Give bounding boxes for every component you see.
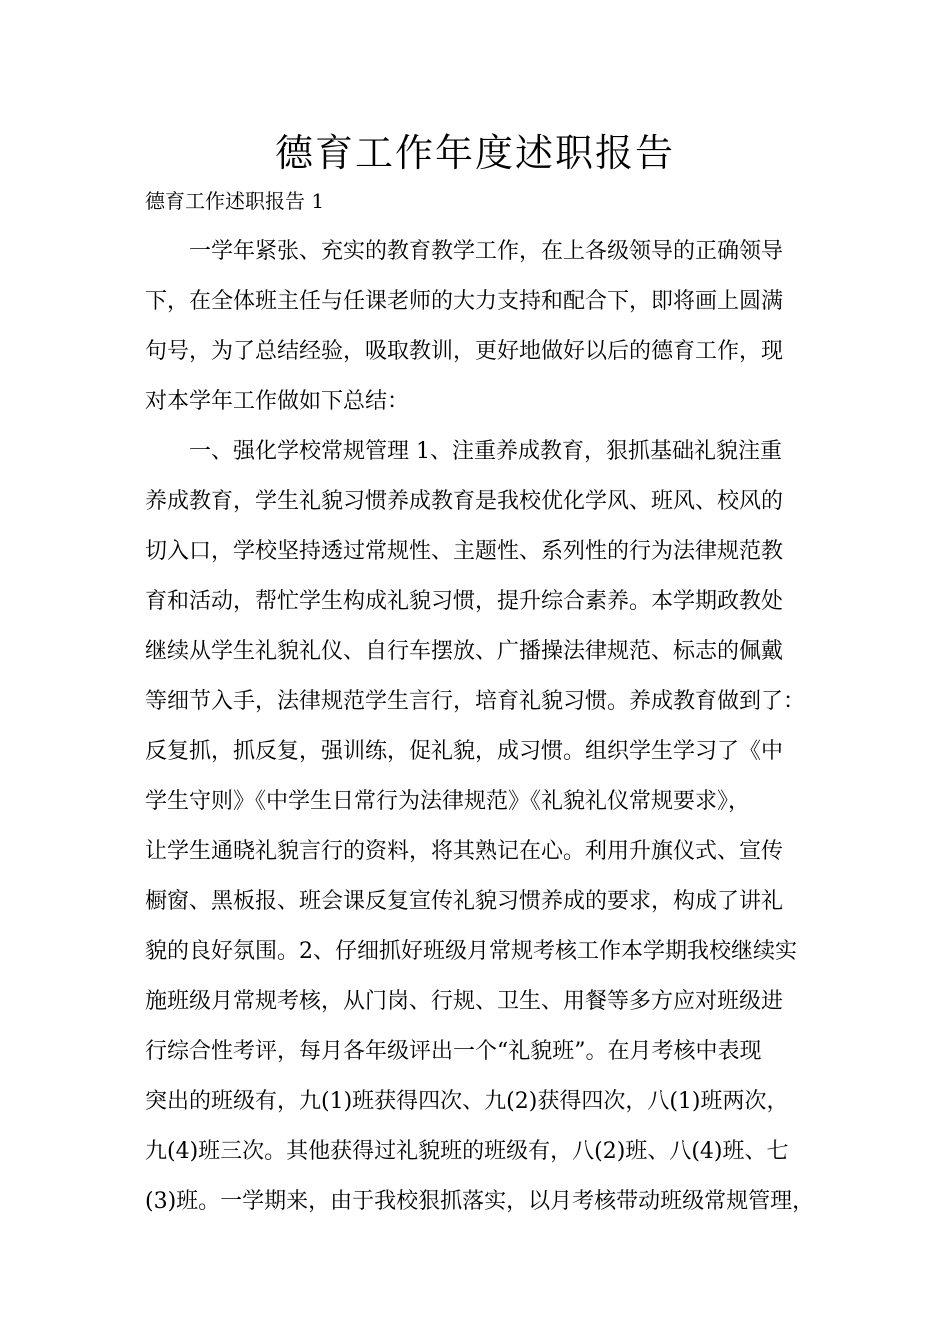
paragraph-line: 学生守则》《中学生日常行为法律规范》《礼貌礼仪常规要求》， — [145, 789, 751, 814]
document-title: 德育工作年度述职报告 — [274, 131, 675, 175]
paragraph-line: 橱窗、黑板报、班会课反复宣传礼貌习惯养成的要求，构成了讲礼 — [145, 889, 784, 914]
paragraph-line: 句号，为了总结经验，吸取教训，更好地做好以后的德育工作，现 — [145, 339, 784, 364]
paragraph-line: 九(4)班三次。其他获得过礼貌班的班级有，八(2)班、八(4)班、七 — [145, 1139, 789, 1164]
paragraph-line: 貌的良好氛围。2、仔细抓好班级月常规考核工作本学期我校继续实 — [145, 939, 797, 964]
paragraph-line: 切入口，学校坚持透过常规性、主题性、系列性的行为法律规范教 — [145, 539, 784, 564]
paragraph-line: (3)班。一学期来，由于我校狠抓落实，以月考核带动班级常规管理， — [145, 1189, 815, 1214]
paragraph-line: 养成教育，学生礼貌习惯养成教育是我校优化学风、班风、校风的 — [145, 489, 784, 514]
paragraph-line: 突出的班级有，九(1)班获得四次、九(2)获得四次，八(1)班两次， — [145, 1089, 789, 1114]
paragraph-line: 育和活动，帮忙学生构成礼貌习惯，提升综合素养。本学期政教处 — [145, 589, 784, 614]
paragraph-line: 行综合性考评，每月各年级评出一个“礼貌班”。在月考核中表现 — [145, 1039, 762, 1064]
paragraph-line: 一、强化学校常规管理 1、注重养成教育，狠抓基础礼貌注重 — [189, 439, 782, 464]
paragraph-line: 让学生通晓礼貌言行的资料，将其熟记在心。利用升旗仪式、宣传 — [145, 839, 784, 864]
document-subtitle: 德育工作述职报告 1 — [145, 189, 325, 213]
document-body — [145, 232, 825, 1232]
paragraph-line: 施班级月常规考核，从门岗、行规、卫生、用餐等多方应对班级进 — [145, 989, 784, 1014]
paragraph-line: 继续从学生礼貌礼仪、自行车摆放、广播操法律规范、标志的佩戴 — [145, 639, 784, 664]
paragraph-line: 等细节入手，法律规范学生言行，培育礼貌习惯。养成教育做到了： — [145, 689, 806, 714]
paragraph-line: 下，在全体班主任与任课老师的大力支持和配合下，即将画上圆满 — [145, 289, 784, 314]
paragraph-line: 对本学年工作做如下总结： — [145, 389, 410, 414]
paragraph-line: 一学年紧张、充实的教育教学工作，在上各级领导的正确领导 — [189, 239, 784, 264]
paragraph-line: 反复抓，抓反复，强训练，促礼貌，成习惯。组织学生学习了《中 — [145, 739, 784, 764]
